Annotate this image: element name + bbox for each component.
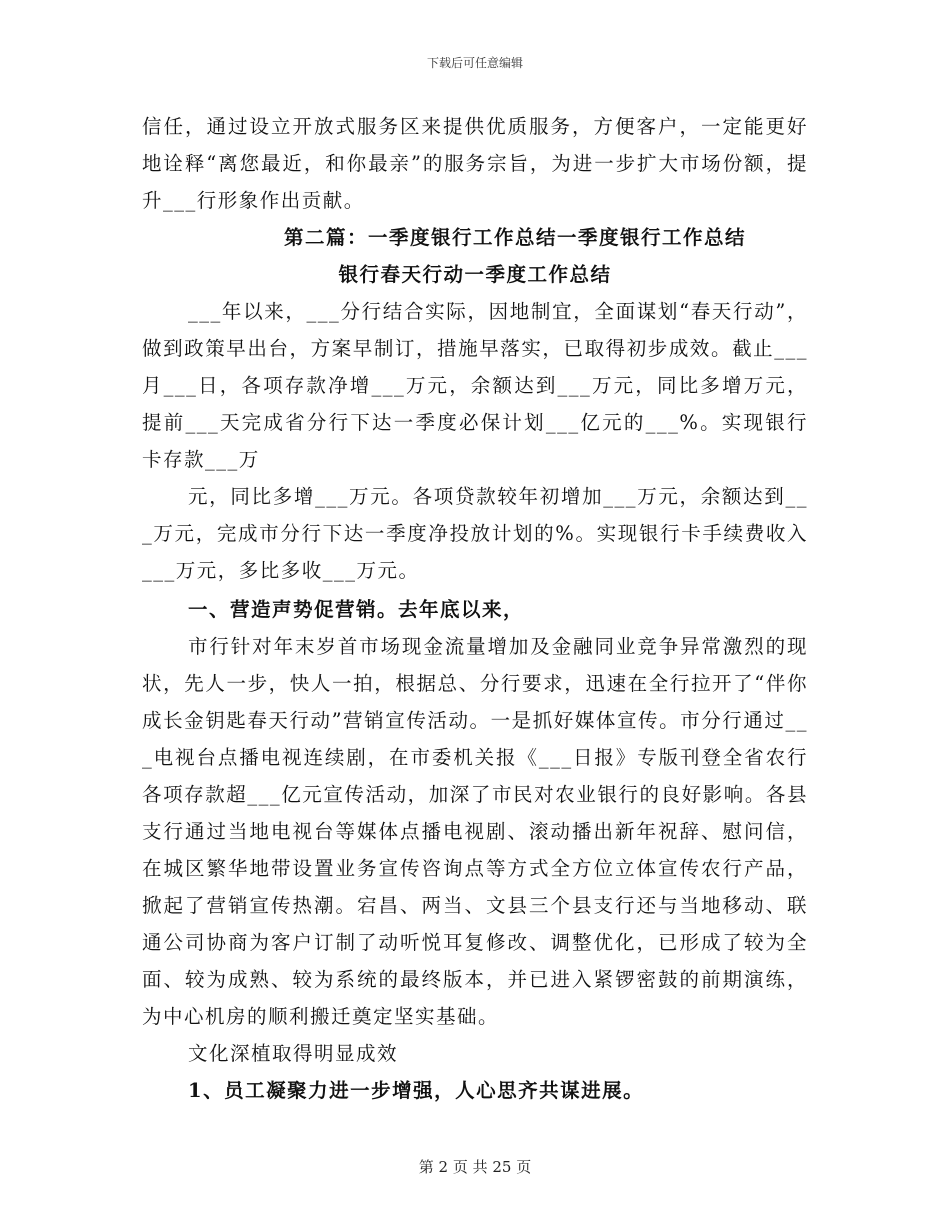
paragraph-marketing: 市行针对年末岁首市场现金流量增加及金融同业竞争异常激烈的现状，先人一步，快人一拍，根据总、分行要求，迅速在全行拉开了“伴你成长金钥匙春天行动”营销宣传活动。一是抓好媒体宣传。市分行通过___电视台点播电视连续剧，在市委机关报《___日报》专版刊登全省农行各项存款超___亿元宣传活动，加深了市民对农业银行的良好影响。各县支行通过当地电视台等媒体点播电视剧、滚动播出新年祝辞、慰问信，在城区繁华地带设置业务宣传咨询点等方式全方位立体宣传农行产品，掀起了营销宣传热潮。宕昌、两当、文县三个县支行还与当地移动、联通公司协商为客户订制了动听悦耳复修改、调整优化，已形成了较为全面、较为成熟、较为系统的最终版本，并已进入紧锣密鼓的前期演练，为中心机房的顺利搬迁奠定坚实基础。: [142, 635, 808, 1028]
section-title: 银行春天行动一季度工作总结: [338, 263, 612, 286]
document-body: [142, 108, 808, 1109]
paragraph-culture: 文化深植取得明显成效: [188, 1042, 399, 1065]
page-header-note: 下载后可任意编辑: [426, 56, 523, 70]
subheading-staff: 1、员工凝聚力进一步增强，人心思齐共谋进展。: [188, 1079, 645, 1102]
paragraph-intro: ___年以来，___分行结合实际，因地制宜，全面谋划“春天行动”，做到政策早出台，方案早制订，措施早落实，已取得初步成效。截止___月___日，各项存款净增___万元，余额达到___万元，同比多增万元，提前___天完成省分行下达一季度必保计划___亿元的___%。实现银行卡存款___万: [142, 300, 808, 471]
paragraph-results: 元，同比多增___万元。各项贷款较年初增加___万元，余额达到___万元，完成市分行下达一季度净投放计划的%。实现银行卡手续费收入___万元，多比多收___万元。: [142, 485, 808, 582]
subheading-marketing: 一、营造声势促营销。去年底以来，: [188, 598, 525, 621]
chapter-title: 第二篇：一季度银行工作总结一季度银行工作总结: [283, 226, 746, 249]
page-footer-number: 第 2 页 共 25 页: [418, 1158, 532, 1176]
paragraph-continuation: 信任，通过设立开放式服务区来提供优质服务，方便客户，一定能更好地诠释“离您最近，和你最亲”的服务宗旨，为进一步扩大市场份额，提升___行形象作出贡献。: [142, 115, 808, 212]
